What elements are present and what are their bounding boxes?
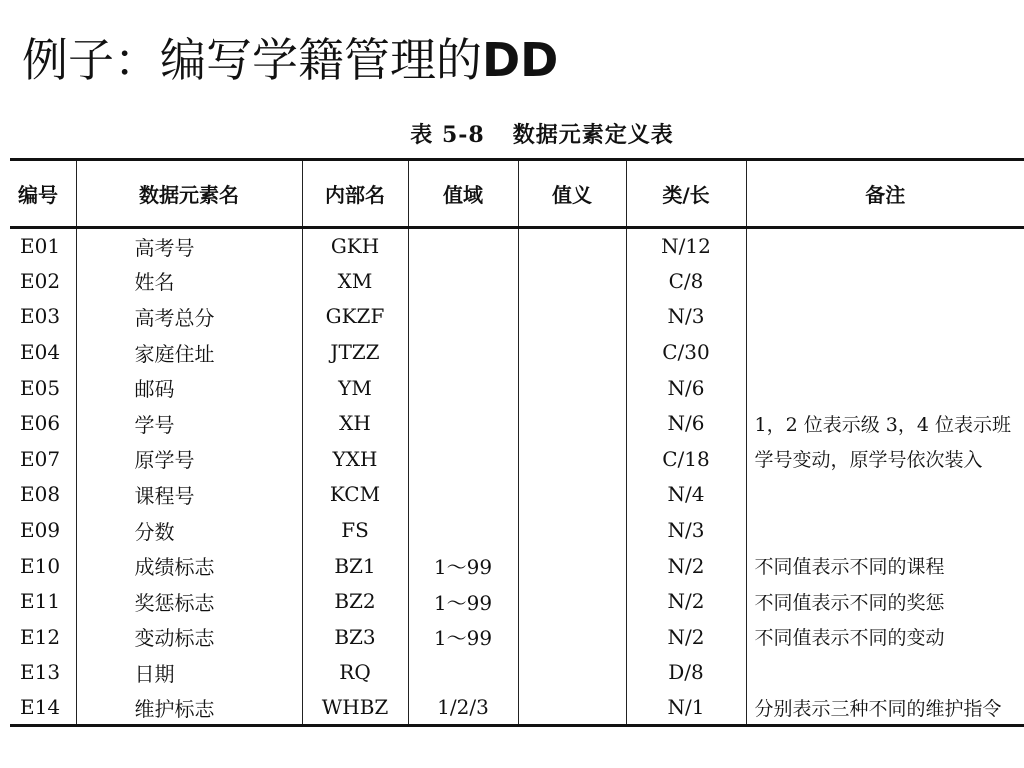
cell-value-range [408,512,518,548]
cell-value-meaning [518,583,626,619]
cell-element-name: 分数 [76,512,302,548]
cell-id: E03 [20,304,61,329]
slide-title-latin: DD [482,33,559,87]
cell-element-name: 成绩标志 [76,548,302,584]
table-body [10,228,1024,726]
cell-element-name: 家庭住址 [76,334,302,370]
cell-internal-name: XH [302,405,408,441]
cell-note: 不同值表示不同的课程 [746,548,1024,584]
table-row [10,512,1024,548]
cell-note [746,655,1024,691]
table-row [10,299,1024,335]
cell-internal-name: XM [302,263,408,299]
cell-note [746,512,1024,548]
cell-note [746,228,1024,264]
cell-internal-name: GKH [302,228,408,264]
cell-element-name: 奖惩标志 [76,583,302,619]
cell-value-range [408,441,518,477]
cell-value-range [408,405,518,441]
cell-element-name: 高考号 [76,228,302,264]
cell-type-length: N/2 [626,548,746,584]
cell-internal-name: FS [302,512,408,548]
table-row [10,619,1024,655]
cell-note: 不同值表示不同的变动 [746,619,1024,655]
cell-id: E08 [20,482,61,507]
table-row [10,583,1024,619]
cell-value-meaning [518,228,626,264]
cell-note: 学号变动，原学号依次装入 [746,441,1024,477]
cell-id: E14 [10,690,76,726]
cell-value-meaning [518,655,626,691]
cell-value-range [408,228,518,264]
cell-value-meaning [518,477,626,513]
cell-element-name: 课程号 [76,477,302,513]
cell-id: E13 [20,660,61,685]
cell-id: E09 [20,518,61,543]
cell-type-length: N/3 [626,299,746,335]
cell-internal-name: BZ1 [302,548,408,584]
cell-internal-name: YXH [302,441,408,477]
cell-internal-name: GKZF [302,299,408,335]
cell-note [746,334,1024,370]
data-element-table [10,158,1024,727]
header-value-range: 值域 [408,160,518,228]
cell-note [746,370,1024,406]
cell-id: E01 [20,234,61,259]
cell-id: E05 [20,375,61,400]
cell-note [746,477,1024,513]
cell-element-name: 学号 [76,405,302,441]
table-row [10,655,1024,691]
cell-value-range: 1～99 [408,583,518,619]
cell-element-name: 邮码 [76,370,302,406]
cell-internal-name: RQ [302,655,408,691]
cell-type-length: N/12 [626,228,746,264]
cell-type-length: N/2 [626,583,746,619]
cell-type-length: N/6 [626,405,746,441]
cell-value-meaning [518,619,626,655]
cell-internal-name: JTZZ [302,334,408,370]
cell-type-length: C/30 [626,334,746,370]
header-note: 备注 [746,160,1024,228]
cell-id: E07 [20,446,61,471]
table-row [10,405,1024,441]
cell-value-meaning [518,548,626,584]
table-row [10,441,1024,477]
cell-internal-name: BZ2 [302,583,408,619]
cell-value-range [408,263,518,299]
cell-element-name: 姓名 [76,263,302,299]
cell-value-range [408,370,518,406]
cell-internal-name: KCM [302,477,408,513]
table-caption-label: 表 5-8 [410,122,485,148]
table-header-row [10,160,1024,228]
cell-value-range [408,334,518,370]
cell-type-length: C/8 [626,263,746,299]
table-row [10,690,1024,726]
cell-value-range [408,477,518,513]
cell-type-length: N/6 [626,370,746,406]
cell-note [746,263,1024,299]
cell-element-name: 变动标志 [76,619,302,655]
cell-value-range [408,655,518,691]
cell-element-name: 原学号 [76,441,302,477]
cell-type-length: D/8 [626,655,746,691]
header-value-meaning: 值义 [518,160,626,228]
cell-value-range [408,299,518,335]
cell-value-meaning [518,334,626,370]
cell-id: E04 [20,340,61,365]
cell-type-length: N/2 [626,619,746,655]
cell-value-range: 1～99 [408,548,518,584]
cell-value-meaning [518,263,626,299]
header-id: 编号 [10,160,76,228]
cell-element-name: 高考总分 [76,299,302,335]
table-row [10,548,1024,584]
cell-id: E06 [20,411,61,436]
cell-note [746,299,1024,335]
cell-type-length: N/3 [626,512,746,548]
table-row [10,228,1024,264]
cell-element-name: 日期 [76,655,302,691]
cell-note: 不同值表示不同的奖惩 [746,583,1024,619]
cell-value-meaning [518,405,626,441]
header-internal-name: 内部名 [302,160,408,228]
table-row [10,334,1024,370]
cell-id: E12 [20,624,61,649]
table-caption-text: 数据元素定义表 [512,122,674,148]
table-row [10,477,1024,513]
cell-value-meaning [518,512,626,548]
cell-type-length: N/4 [626,477,746,513]
cell-value-range: 1/2/3 [408,690,518,726]
cell-note: 1，2 位表示级 3，4 位表示班 [746,405,1024,441]
table-row [10,263,1024,299]
cell-internal-name: WHBZ [302,690,408,726]
cell-note: 分别表示三种不同的维护指令 [746,690,1024,726]
header-element-name: 数据元素名 [76,160,302,228]
cell-internal-name: BZ3 [302,619,408,655]
cell-type-length: N/1 [626,690,746,726]
cell-value-range: 1～99 [408,619,518,655]
cell-value-meaning [518,370,626,406]
cell-id: E02 [20,268,61,293]
slide-title-text: 例子：编写学籍管理的 [22,33,482,87]
cell-id: E11 [20,589,61,614]
table-row [10,370,1024,406]
header-type-length: 类/长 [626,160,746,228]
cell-internal-name: YM [302,370,408,406]
slide-title [22,30,558,90]
cell-type-length: C/18 [626,441,746,477]
cell-value-meaning [518,690,626,726]
table-caption [0,118,1024,149]
cell-value-meaning [518,299,626,335]
cell-element-name: 维护标志 [76,690,302,726]
cell-value-meaning [518,441,626,477]
cell-id: E10 [20,553,61,578]
